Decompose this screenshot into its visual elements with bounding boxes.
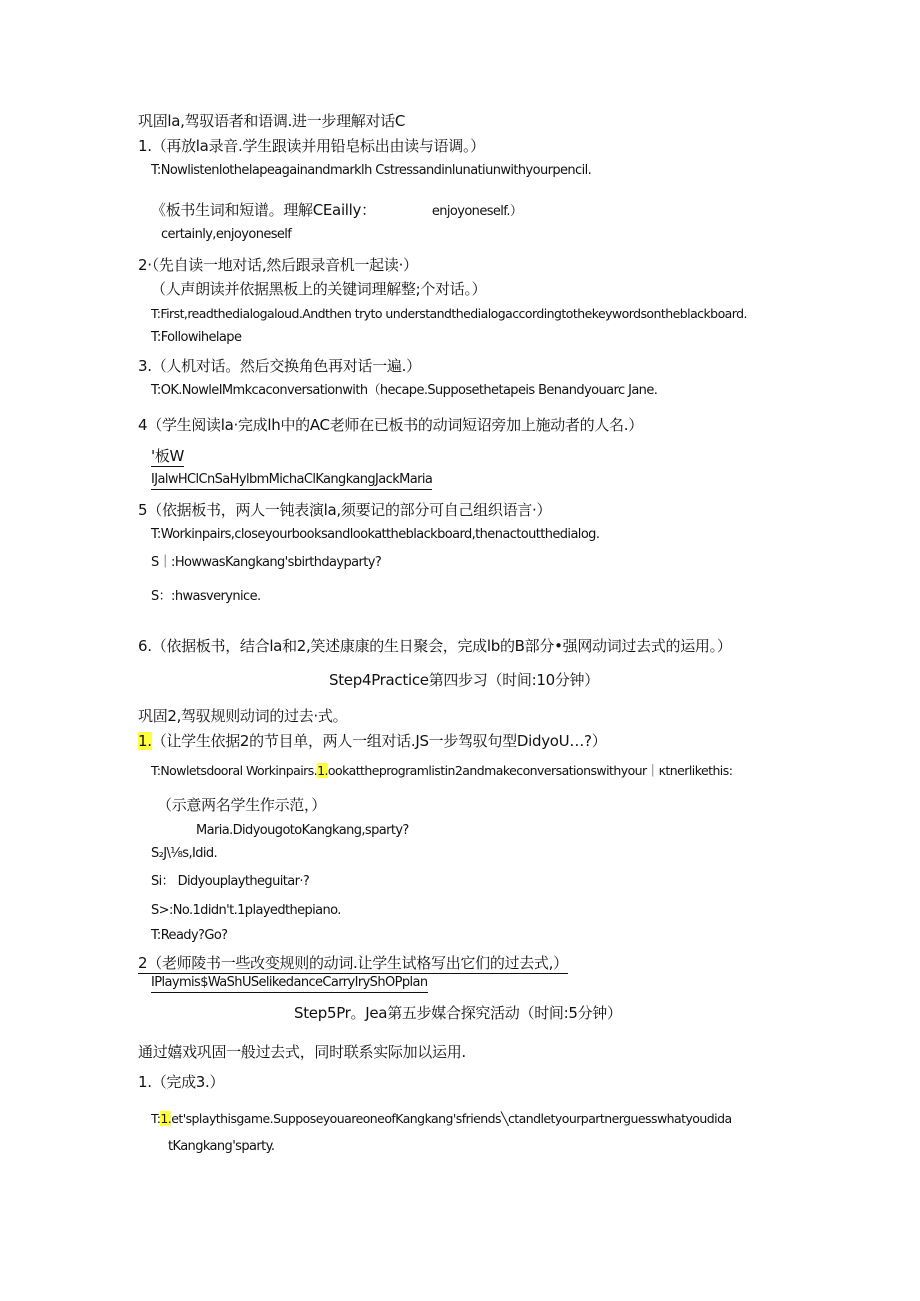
teacher-line-conversation: T:OK.NowleIMmkcaconversationwith（hecape.Supposethetapeis Benandyouarc Jane. xyxy=(151,383,658,398)
teacher-line-game-cont: tKangkang'sparty. xyxy=(168,1139,275,1154)
teacher-line-oral-work-start: T:Nowletsdooral Workinpairs. xyxy=(151,763,318,778)
blackboard-vocab-line xyxy=(151,201,522,220)
teacher-line-game-prefix: T: xyxy=(151,1111,161,1126)
highlighted-number: 1. xyxy=(317,763,328,778)
step-3-instruction: 3.（人机对话。然后交换角色再对话一遍.） xyxy=(138,357,421,375)
teacher-line-listen: T:Nowlistenlothelapeagainandmarklh Cstressandinlunatiunwithyourpencil. xyxy=(151,163,592,178)
step-4-instruction: 4（学生阅读la·完成lh中的AC老师在已板书的动词短诏旁加上施动者的人名.） xyxy=(138,416,643,434)
vocab-list: certainly,enjoyoneself xyxy=(161,227,292,242)
dialog-line-s3: S>:No.1didn't.1playedthepiano. xyxy=(151,903,341,918)
blackboard-names-row: IJalwHClCnSaHylbmMichaClKangkangJackMaria xyxy=(151,472,432,490)
teacher-line-game xyxy=(151,1111,732,1126)
blackboard-vocab-term: enjoyoneself.） xyxy=(431,204,523,219)
teacher-line-ready: T:Ready?Go? xyxy=(151,928,228,943)
section-heading-game: 通过嬉戏巩固一般过去式，同时联系实际加以运用. xyxy=(138,1043,466,1061)
teacher-line-game-text: et'splaythisgame.SupposeyouareoneofKangkang'sfriends╲ctandletyourpartnerguesswhatyoudida xyxy=(171,1111,732,1126)
practice-step-2-instruction: 2（老师陵书一些改变规则的动词.让学生试格写出它们的过去式,） xyxy=(138,954,568,972)
dialog-line-maria: Maria.DidyougotoKangkang,sparty? xyxy=(196,823,409,838)
dialog-line-s2: S₂J\⅛s,Idid. xyxy=(151,846,218,861)
dialog-line-si: Si： Didyouplaytheguitar·? xyxy=(151,874,310,889)
game-step-1-instruction: 1.（完成3.） xyxy=(138,1073,225,1091)
step-2-sub-instruction: （人声朗读并依据黑板上的关键词理解整;个对话。） xyxy=(151,280,487,298)
step-1-instruction: 1.（再放la录音.学生跟读并用铅皂标出由读与语调。） xyxy=(138,137,485,155)
step-2-instruction: 2·（先自读一地对话,然后跟录音机一起读·） xyxy=(138,256,418,274)
demo-instruction: （示意两名学生作示范，） xyxy=(157,796,326,814)
teacher-line-work-in-pairs: T:Workinpairs,closeyourbooksandlookattheblackboard,thenactoutthedialog. xyxy=(151,527,600,542)
student-line-1: S｜:HowwasKangkang'sbirthdayparty? xyxy=(151,555,382,570)
practice-step-1-text: （让学生依据2的节目单，两人一组对话.JS一步驾驭句型DidyoU…?） xyxy=(151,732,607,750)
irregular-verbs-row: IPlaymis$WaShUSelikedanceCarryIryShOPplan xyxy=(151,975,428,993)
blackboard-vocab-label: 《板书生词和短谱。理解CEailly： xyxy=(151,201,376,219)
highlighted-number: 1. xyxy=(138,732,152,750)
section-heading-consolidate-2: 巩固2,驾驭规则动词的过去·式。 xyxy=(138,707,348,725)
step5-activity-heading: Step5Pr。Jea第五步媒合探究活动（时间:5分钟） xyxy=(294,1004,622,1022)
step-6-instruction: 6.（依据板书，结合la和2,笑述康康的生日聚会，完成lb的B部分•强网动词过去式的运用。） xyxy=(138,637,732,655)
teacher-line-follow-tape: T:Followihelape xyxy=(151,330,242,345)
teacher-line-read-aloud: T:First,readthedialogaloud.Andthen tryto understandthedialogaccordingtothekeywordsontheblackboard. xyxy=(151,306,747,321)
student-line-2: S：:hwasverynice. xyxy=(151,589,261,604)
blackboard-label: '板W xyxy=(151,447,185,465)
practice-step-1-instruction xyxy=(138,732,606,750)
section-heading-consolidate-1a: 巩固la,驾驭语者和语调.进一步理解对话C xyxy=(138,112,406,130)
step4-practice-heading: Step4Practice第四步习（时间:10分钟） xyxy=(329,671,599,689)
step-5-instruction: 5（依据板书，两人一钝表演la,须要记的部分可自己组织语言·） xyxy=(138,501,552,519)
highlighted-number: 1. xyxy=(160,1111,172,1126)
teacher-line-oral-work xyxy=(151,763,732,778)
teacher-line-oral-work-end: ookattheprogramlistin2andmakeconversationswithyour｜κtnerlikethis: xyxy=(327,763,733,778)
